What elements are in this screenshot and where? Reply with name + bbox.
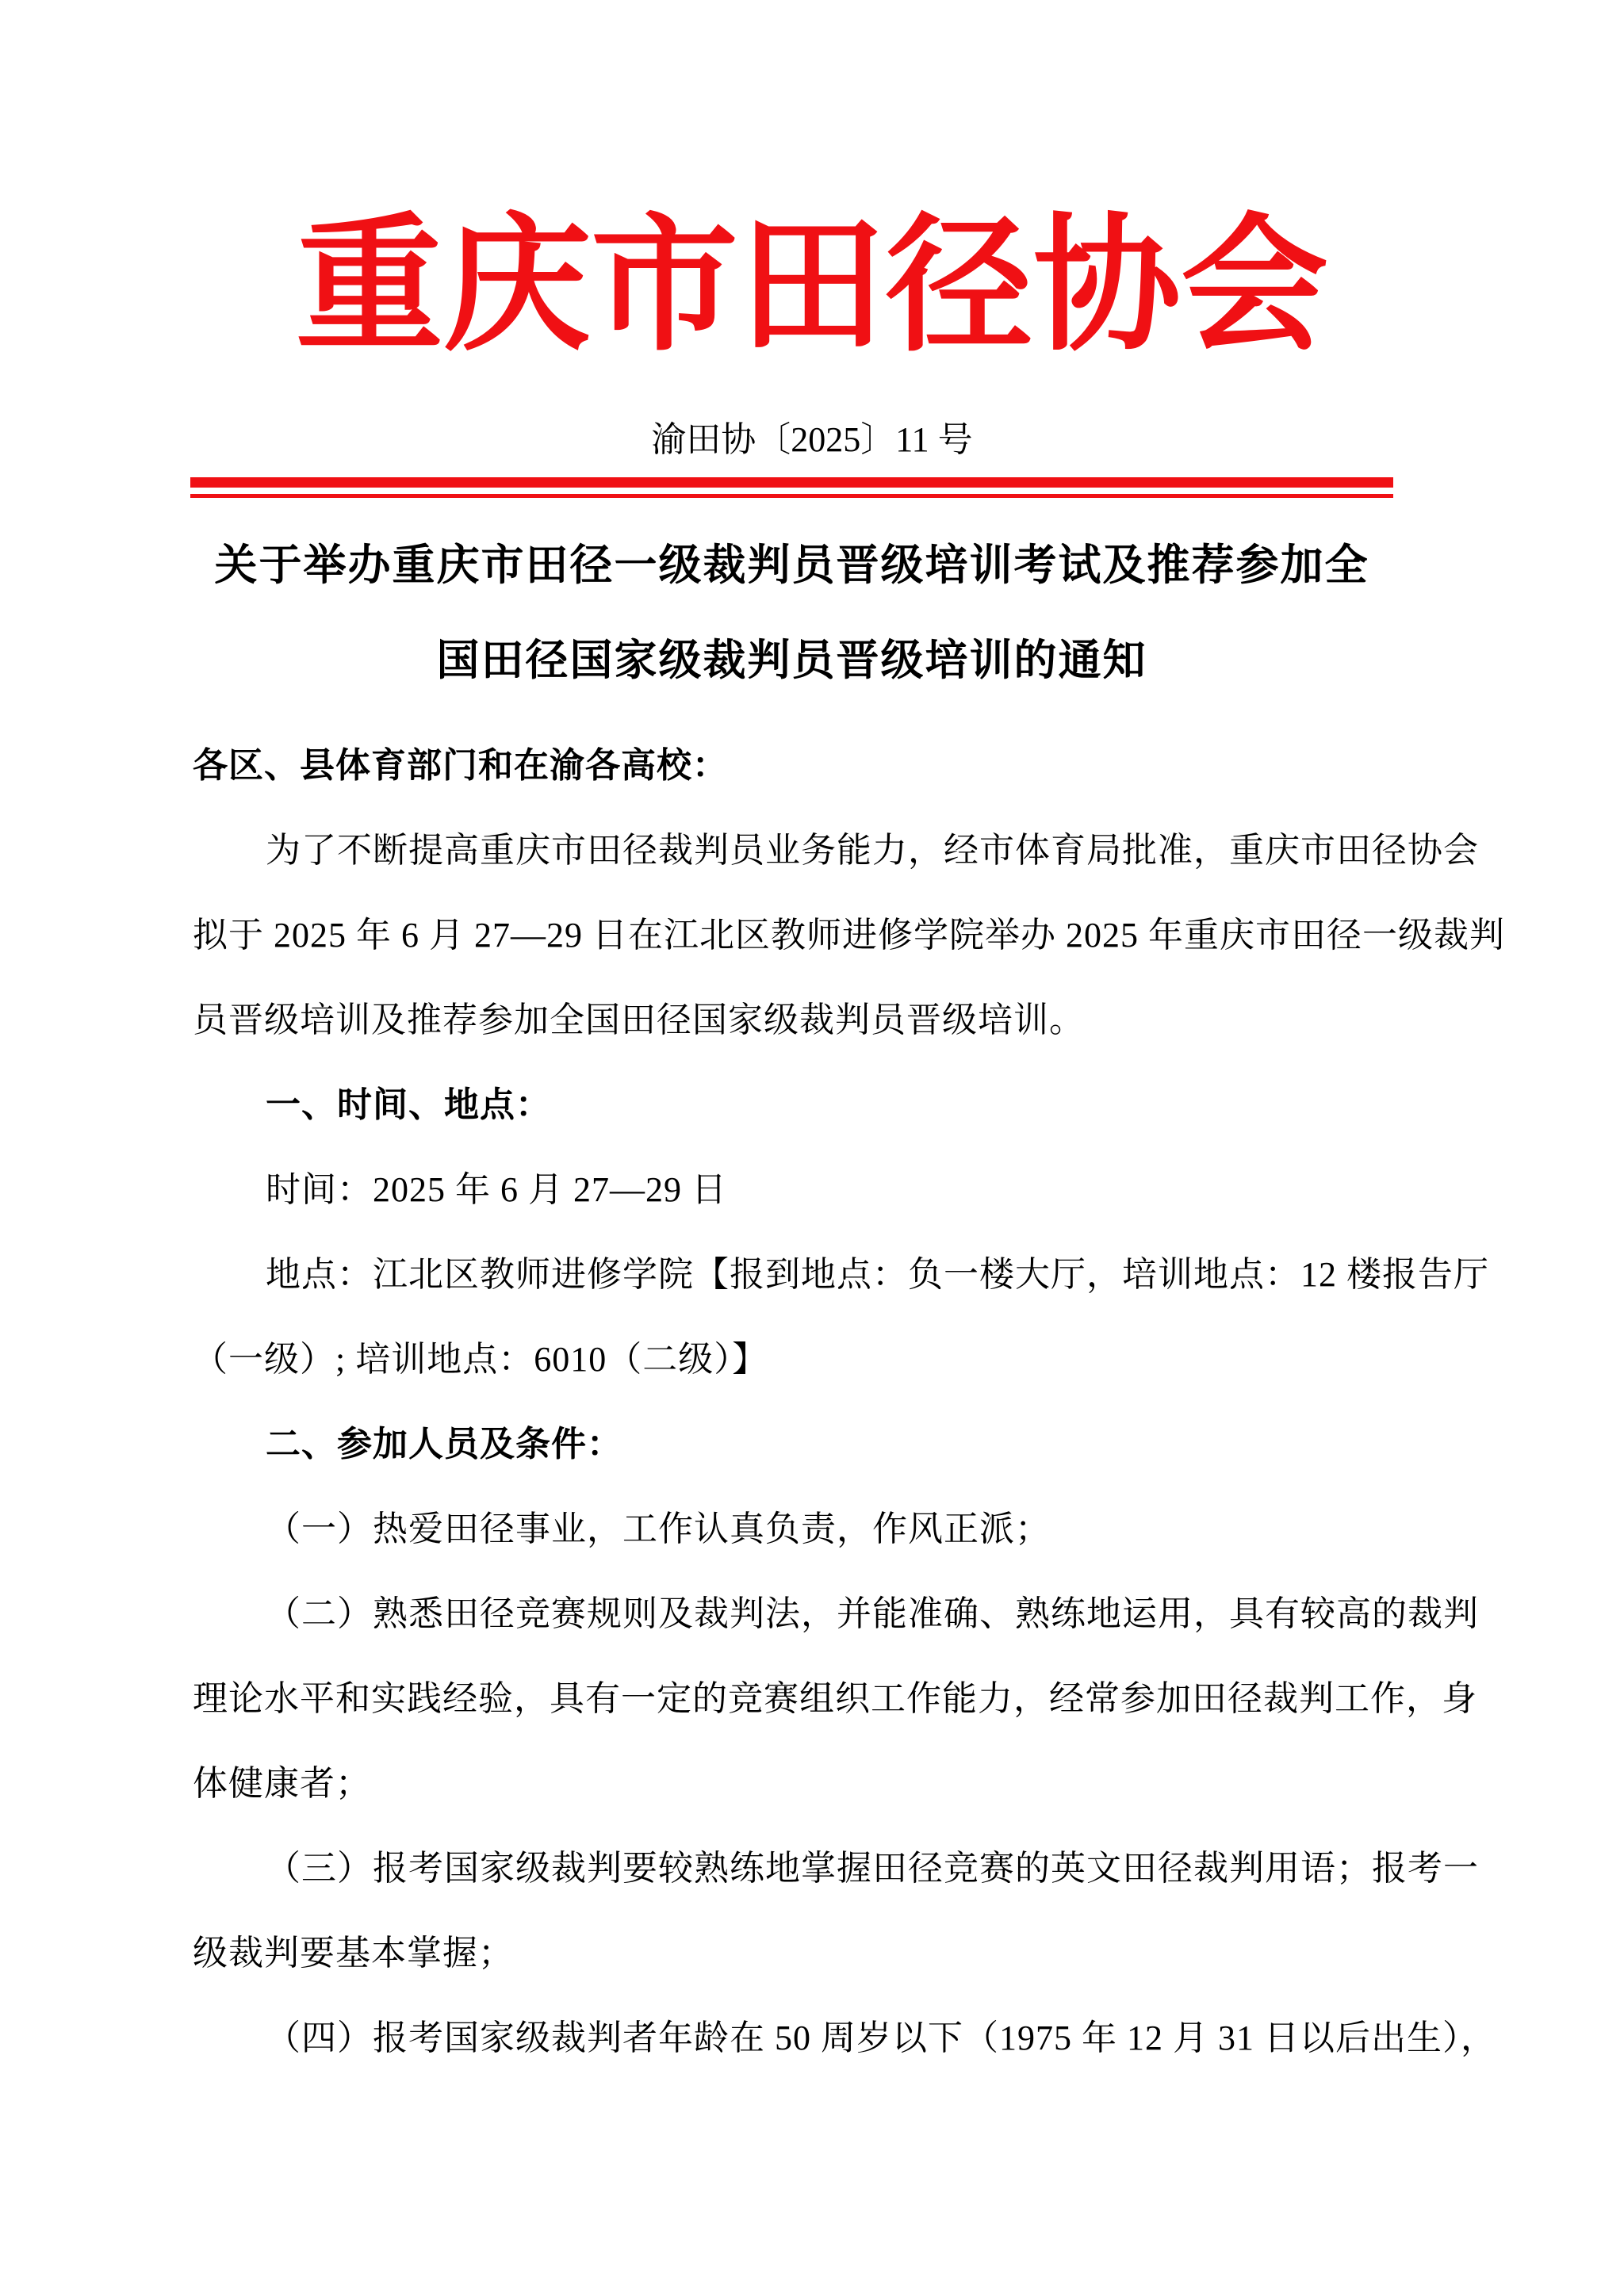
org-title: 重庆市田径协会	[295, 205, 1328, 369]
salutation-line: 各区、县体育部门和在渝各高校：	[193, 746, 728, 785]
body-line: 级裁判要基本掌握；	[193, 1934, 514, 1973]
doc-title-line-1: 关于举办重庆市田径一级裁判员晋级培训考试及推荐参加全	[214, 541, 1369, 589]
body-line: （二）熟悉田径竞赛规则及裁判法，并能准确、熟练地运用，具有较高的裁判	[266, 1594, 1479, 1633]
section-heading-participants: 二、参加人员及条件：	[266, 1425, 622, 1464]
doc-title	[190, 518, 1393, 708]
body-line: （四）报考国家级裁判者年龄在 50 周岁以下（1975 年 12 月 31 日以后出生），	[266, 2019, 1496, 2057]
body-line: 地点：江北区教师进修学院【报到地点：负一楼大厅，培训地点：12 楼报告厅	[266, 1255, 1489, 1294]
body-line: 为了不断提高重庆市田径裁判员业务能力，经市体育局批准，重庆市田径协会	[266, 831, 1479, 870]
body-line: 体健康者；	[193, 1764, 371, 1803]
red-rule-thin	[190, 494, 1393, 498]
red-rule-thick	[190, 477, 1393, 488]
body-line: 员晋级培训及推荐参加全国田径国家级裁判员晋级培训。	[193, 1001, 1085, 1039]
body-text	[193, 723, 1505, 2080]
body-line: （一级）; 培训地点：6010（二级）】	[193, 1340, 768, 1379]
body-line: 时间：2025 年 6 月 27—29 日	[266, 1170, 727, 1209]
section-heading-time-location: 一、时间、地点：	[266, 1085, 551, 1124]
doc-title-line-2: 国田径国家级裁判员晋级培训的通知	[436, 637, 1147, 684]
body-line: 理论水平和实践经验，具有一定的竞赛组织工作能力，经常参加田径裁判工作，身	[193, 1679, 1477, 1718]
body-line: 拟于 2025 年 6 月 27—29 日在江北区教师进修学院举办 2025 年重庆市田径一级裁判	[193, 916, 1505, 955]
body-line: （三）报考国家级裁判要较熟练地掌握田径竞赛的英文田径裁判用语；报考一	[266, 1849, 1479, 1888]
body-line: （一）热爱田径事业，工作认真负责，作风正派；	[266, 1510, 1051, 1548]
doc-number: 渝田协〔2025〕11 号	[651, 420, 973, 459]
